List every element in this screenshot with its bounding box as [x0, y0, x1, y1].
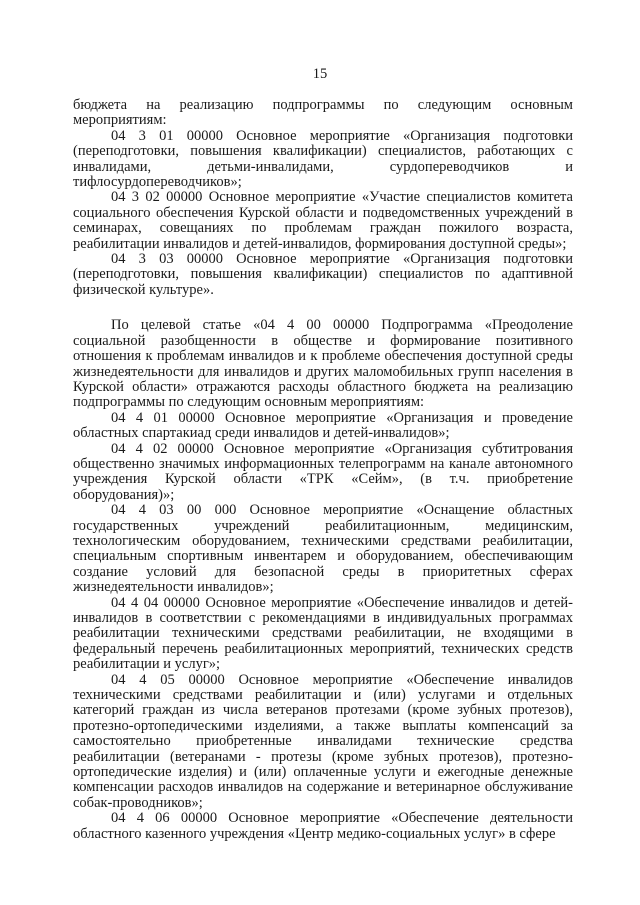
paragraph: 04 3 02 00000 Основное мероприятие «Участие специалистов комитета социального обеспечения Курской области и подведомственных учреждений в семинарах, совещаниях по проблемам граждан пожилого возраста, реабилитации инвалидов и детей-инвалидов, формирования доступной среды»; — [73, 189, 573, 252]
paragraph: 04 4 01 00000 Основное мероприятие «Организация и проведение областных спартакиад среди инвалидов и детей-инвалидов»; — [73, 409, 573, 442]
paragraph: 04 4 03 00 000 Основное мероприятие «Оснащение областных государственных учреждений реабилитационным, медицинским, технологическим оборудованием, техническими средствами реабилитации, специальным спортивным инвентарем и оборудованием, обеспечивающим создание условий для безопасной среды в приоритетных сферах жизнедеятельности инвалидов»; — [73, 502, 573, 596]
document-body — [73, 98, 573, 842]
paragraph: 04 4 02 00000 Основное мероприятие «Организация субтитрования общественно значимых информационных телепрограмм на канале автономного учреждения Курской области «ТРК «Сейм», (в т.ч. приобретение оборудования)»; — [73, 440, 573, 503]
paragraph: 04 4 05 00000 Основное мероприятие «Обеспечение инвалидов техническими средствами реабилитации и (или) услугами и отдельных категорий граждан из числа ветеранов протезами (кроме зубных протезов), протезно-ортопедическими изделиями, а также выплаты компенсаций за самостоятельно приобретенные инвалидами технические средства реабилитации (ветеранами - протезы (кроме зубных протезов), протезно-ортопедические изделия) и (или) оплаченные услуги и ежегодные денежные компенсации расходов инвалидов на содержание и ветеринарное обслуживание собак-проводников»; — [73, 671, 573, 811]
paragraph: 04 4 04 00000 Основное мероприятие «Обеспечение инвалидов и детей-инвалидов в соответствии с рекомендациями в индивидуальных программах реабилитации техническими средствами реабилитации, не входящими в федеральный перечень реабилитационных мероприятий, технических средств реабилитации и услуг»; — [73, 594, 573, 673]
paragraph: 04 3 01 00000 Основное мероприятие «Организация подготовки (переподготовки, повышения квалификации) специалистов, работающих с инвалидами, детьми-инвалидами, сурдопереводчиков и тифлосурдопереводчиков»; — [73, 127, 573, 191]
paragraph: 04 3 03 00000 Основное мероприятие «Организация подготовки (переподготовки, повышения квалификации) специалистов по адаптивной физической культуре». — [73, 251, 573, 298]
paragraph: 04 4 06 00000 Основное мероприятие «Обеспечение деятельности областного казенного учреждения «Центр медико-социальных услуг» в сфере — [73, 810, 573, 842]
paragraph: По целевой статье «04 4 00 00000 Подпрограмма «Преодоление социальной разобщенности в обществе и формирование позитивного отношения к проблемам инвалидов и к проблеме обеспечения доступной среды жизнедеятельности для инвалидов и других маломобильных групп населения в Курской области» отражаются расходы областного бюджета на реализацию подпрограммы по следующим основным мероприятиям: — [73, 317, 573, 411]
paragraph: бюджета на реализацию подпрограммы по следующим основным мероприятиям: — [73, 97, 573, 129]
page-number: 15 — [312, 66, 328, 82]
